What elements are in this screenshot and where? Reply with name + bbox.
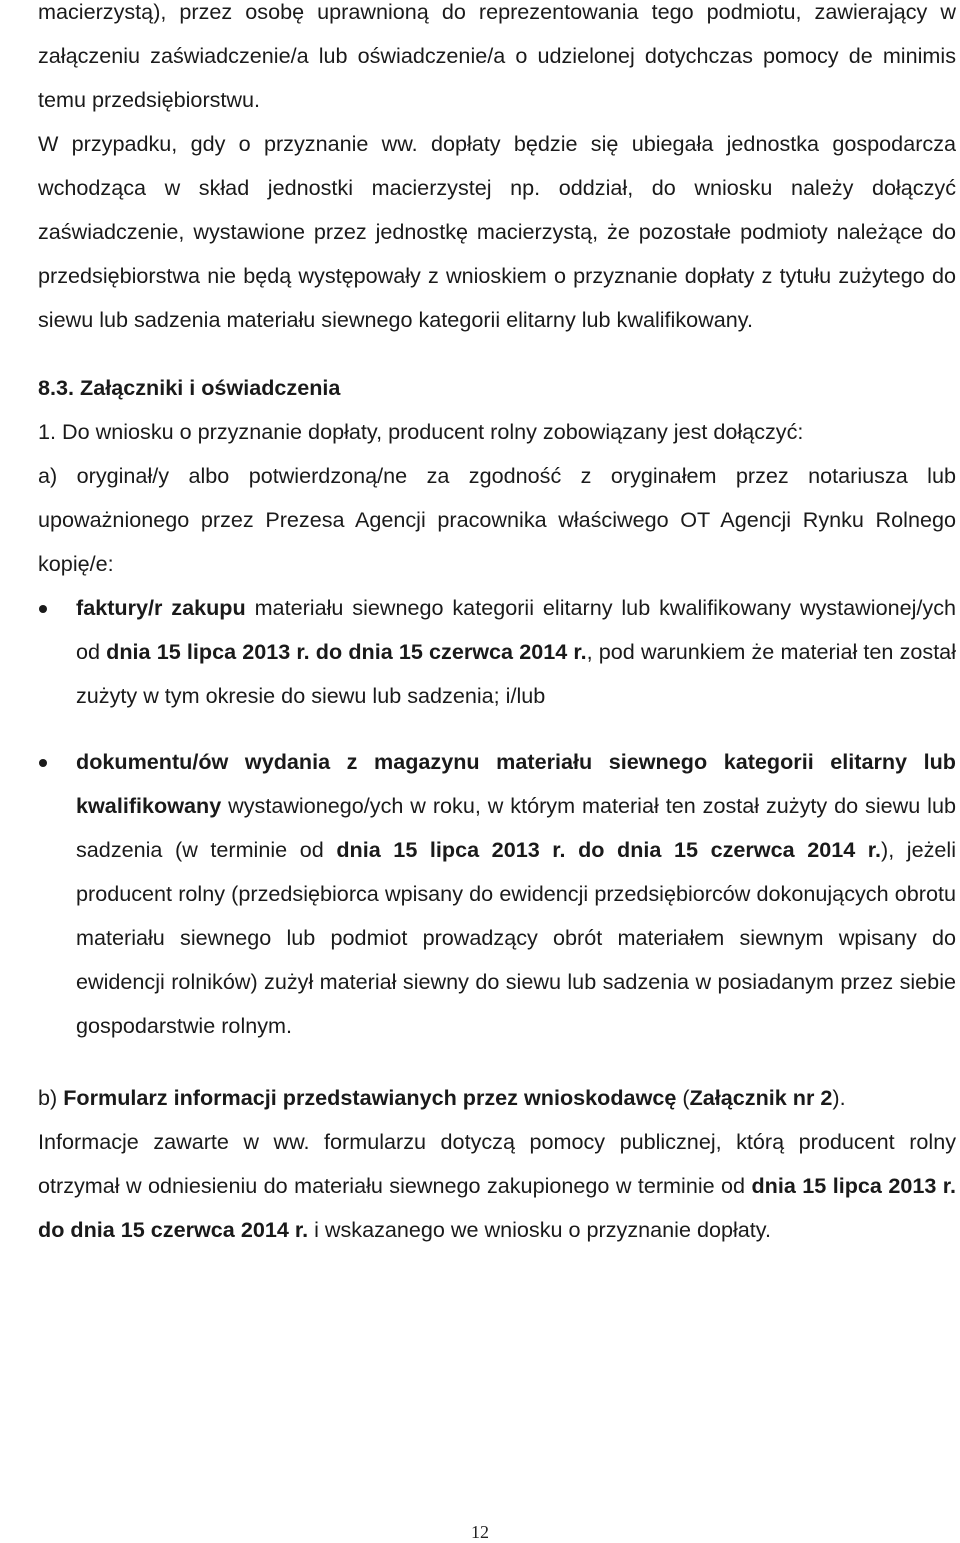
item-1-text: 1. Do wniosku o przyznanie dopłaty, producent rolny zobowiązany jest dołączyć:	[38, 419, 804, 444]
item-a-text: a) oryginał/y albo potwierdzoną/ne za zgodność z oryginałem przez notariusza lub upoważnionego przez Prezesa Agencji pracownika właściwego OT Agencji Rynku Rolnego kopię/e:	[38, 463, 956, 576]
bullet-2-text	[76, 740, 956, 1048]
info-tail: i wskazanego we wniosku o przyznanie dopłaty.	[308, 1217, 771, 1242]
bullet-1-text	[76, 586, 956, 718]
section-heading: 8.3. Załączniki i oświadczenia	[38, 375, 341, 400]
item-b-form-title: Formularz informacji przedstawianych przez wnioskodawcę	[63, 1085, 677, 1110]
intro-paragraph-1: macierzystą), przez osobę uprawnioną do reprezentowania tego podmiotu, zawierający w załączeniu zaświadczenie/a lub oświadczenie/a o udzielonej dotychczas pomocy de minimis temu przedsiębiorstwu.	[38, 0, 956, 112]
bullet-1-bold-term: faktury/r zakupu	[76, 595, 246, 620]
item-b-paren-open: (	[676, 1085, 690, 1110]
document-page	[38, 0, 956, 1252]
info-body: Informacje zawarte w ww. formularzu dotyczą pomocy publicznej, którą producent rolny otrzymał w odniesieniu do materiału siewnego zakupionego w terminie od	[38, 1129, 956, 1198]
item-b-text	[38, 1076, 956, 1120]
bullet-1-body: materiału siewnego kategorii elitarny lub kwalifikowany wystawionej/ych od	[76, 595, 956, 664]
info-paragraph	[38, 1120, 956, 1252]
bullet-item-invoices	[38, 586, 956, 718]
info-date-range: dnia 15 lipca 2013 r. do dnia 15 czerwca 2014 r.	[38, 1173, 956, 1242]
bullet-1-tail: , pod warunkiem że materiał ten został zużyty w tym okresie do siewu lub sadzenia; i/lub	[76, 639, 956, 708]
item-b-attachment-number: Załącznik nr 2	[689, 1085, 833, 1110]
bullet-1-date-range: dnia 15 lipca 2013 r. do dnia 15 czerwca 2014 r.	[106, 639, 587, 664]
bullet-2-tail: ), jeżeli producent rolny (przedsiębiorca wpisany do ewidencji przedsiębiorców dokonujących obrotu materiału siewnego lub podmiot prowadzący obrót materiałem siewnym wpisany do ewidencji rolników) zużył materiał siewny do siewu lub sadzenia w posiadanym przez siebie gospodarstwie rolnym.	[76, 837, 956, 1038]
item-b-prefix: b)	[38, 1085, 64, 1110]
bullet-2-bold-term: dokumentu/ów wydania z magazynu materiału siewnego kategorii elitarny lub kwalifikowany	[76, 749, 956, 818]
page-number: 12	[471, 1522, 489, 1542]
bullet-dot-icon	[39, 605, 47, 613]
bullet-2-date-range: dnia 15 lipca 2013 r. do dnia 15 czerwca 2014 r.	[336, 837, 882, 862]
bullet-item-warehouse-docs	[38, 740, 956, 1048]
bullet-2-body: wystawionego/ych w roku, w którym materiał ten został zużyty do siewu lub sadzenia (w terminie od	[76, 793, 956, 862]
bullet-dot-icon	[39, 759, 47, 767]
intro-paragraph-2: W przypadku, gdy o przyznanie ww. dopłaty będzie się ubiegała jednostka gospodarcza wchodząca w skład jednostki macierzystej np. oddział, do wniosku należy dołączyć zaświadczenie, wystawione przez jednostkę macierzystą, że pozostałe podmioty należące do przedsiębiorstwa nie będą występowały z wnioskiem o przyznanie dopłaty z tytułu zużytego do siewu lub sadzenia materiału siewnego kategorii elitarny lub kwalifikowany.	[38, 131, 956, 332]
item-b-paren-close: ).	[832, 1085, 846, 1110]
